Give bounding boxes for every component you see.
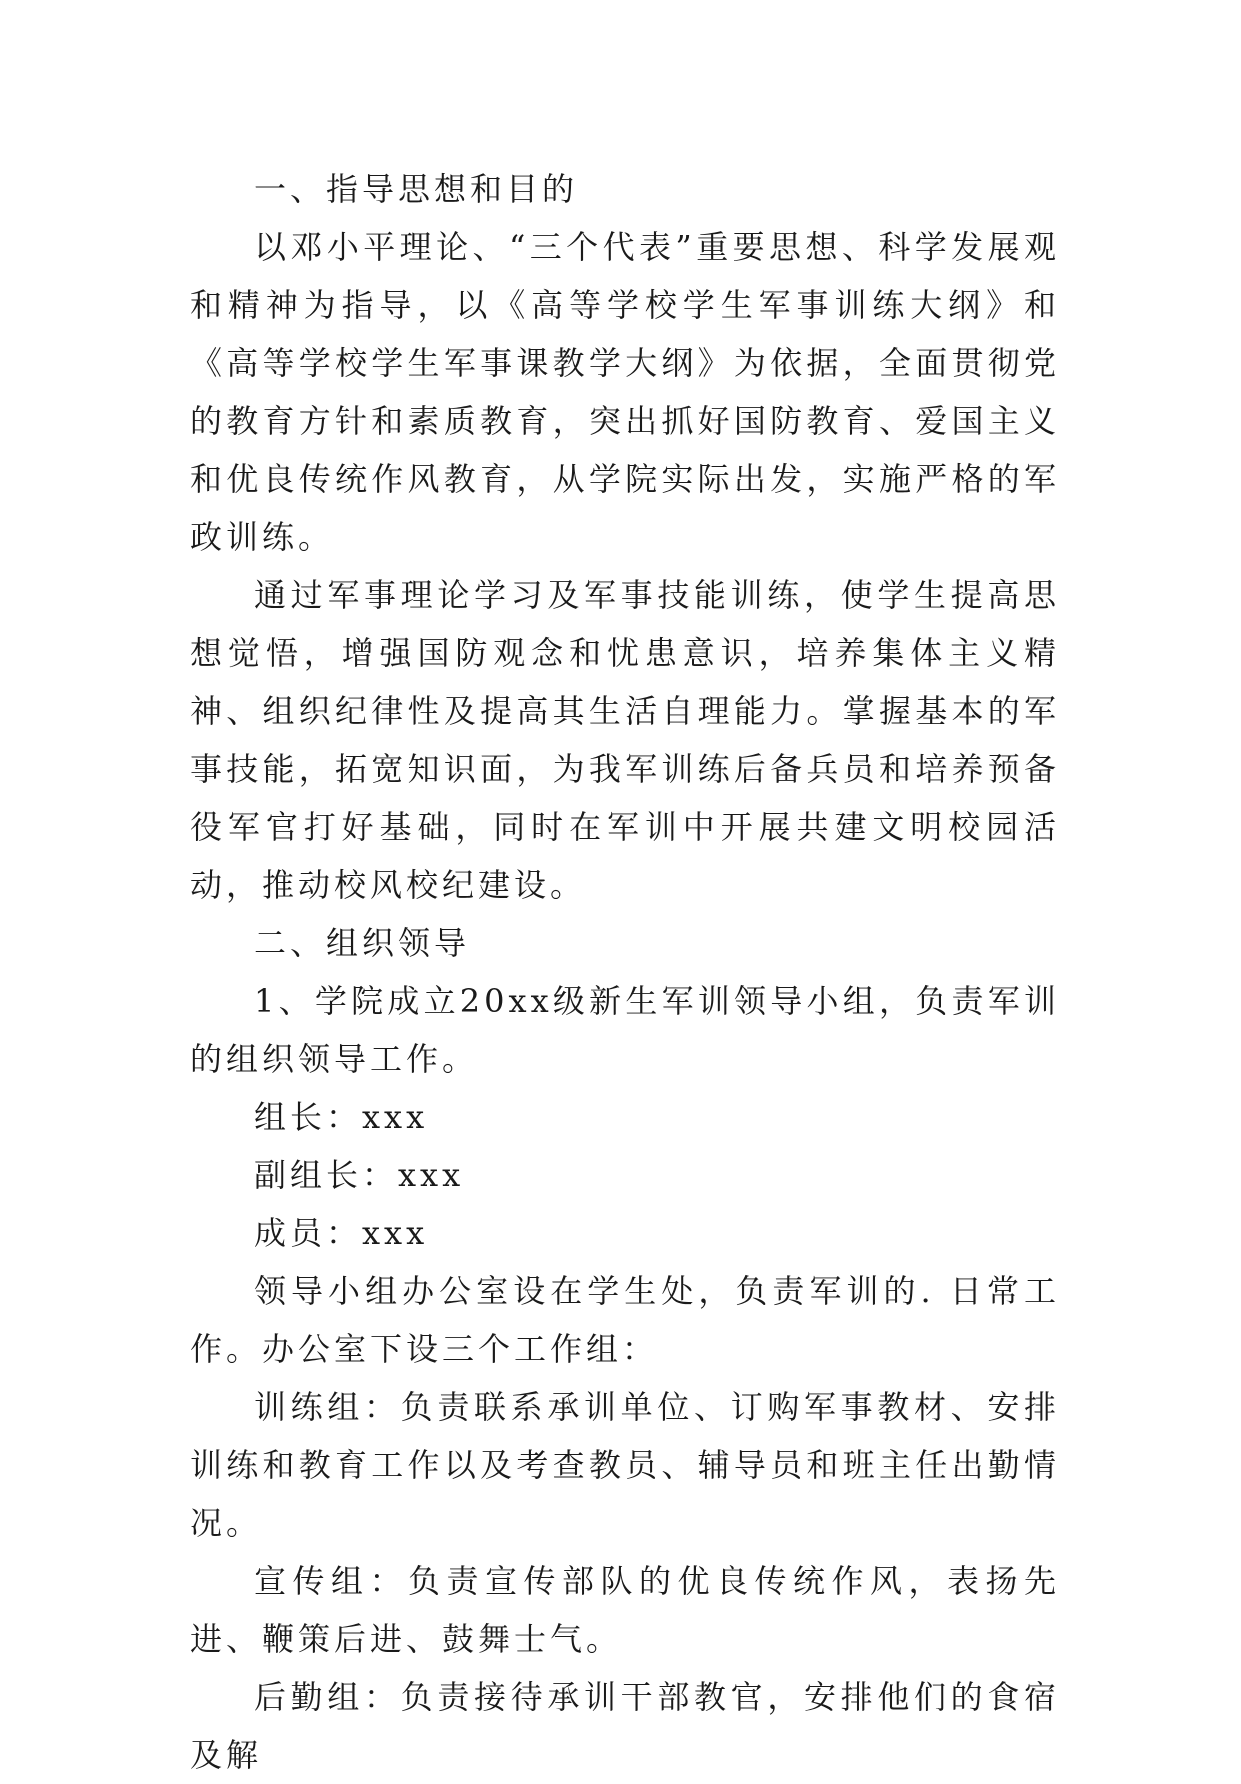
paragraph-training-goals: 通过军事理论学习及军事技能训练，使学生提高思想觉悟，增强国防观念和忧患意识，培养集体主义精神、组织纪律性及提高其生活自理能力。掌握基本的军事技能，拓宽知识面，为我军训练后备兵员和培养预备役军官打好基础，同时在军训中开展共建文明校园活动，推动校风校纪建设。 (190, 576, 1060, 904)
section-heading-guiding-principles: 一、指导思想和目的 (254, 170, 579, 208)
paragraph-logistics-team: 后勤组：负责接待承训干部教官，安排他们的食宿及解 (190, 1678, 1060, 1774)
document-body (190, 160, 1060, 1784)
paragraph-guiding-theory: 以邓小平理论、“三个代表”重要思想、科学发展观和精神为指导，以《高等学校学生军事训练大纲》和《高等学校学生军事课教学大纲》为依据，全面贯彻党的教育方针和素质教育，突出抓好国防教育、爱国主义和优良传统作风教育，从学院实际出发，实施严格的军政训练。 (190, 228, 1060, 556)
paragraph-office: 领导小组办公室设在学生处，负责军训的. 日常工作。办公室下设三个工作组： (190, 1272, 1060, 1368)
paragraph-members: 成员：xxx (254, 1214, 429, 1252)
paragraph-deputy-leader: 副组长：xxx (254, 1156, 465, 1194)
paragraph-training-team: 训练组：负责联系承训单位、订购军事教材、安排训练和教育工作以及考查教员、辅导员和班主任出勤情况。 (190, 1388, 1060, 1542)
paragraph-group-leader: 组长：xxx (254, 1098, 429, 1136)
paragraph-leadership-group: 1、学院成立20xx级新生军训领导小组，负责军训的组织领导工作。 (190, 982, 1060, 1078)
section-heading-organization: 二、组织领导 (254, 924, 471, 962)
paragraph-publicity-team: 宣传组：负责宣传部队的优良传统作风，表扬先进、鞭策后进、鼓舞士气。 (190, 1562, 1060, 1658)
